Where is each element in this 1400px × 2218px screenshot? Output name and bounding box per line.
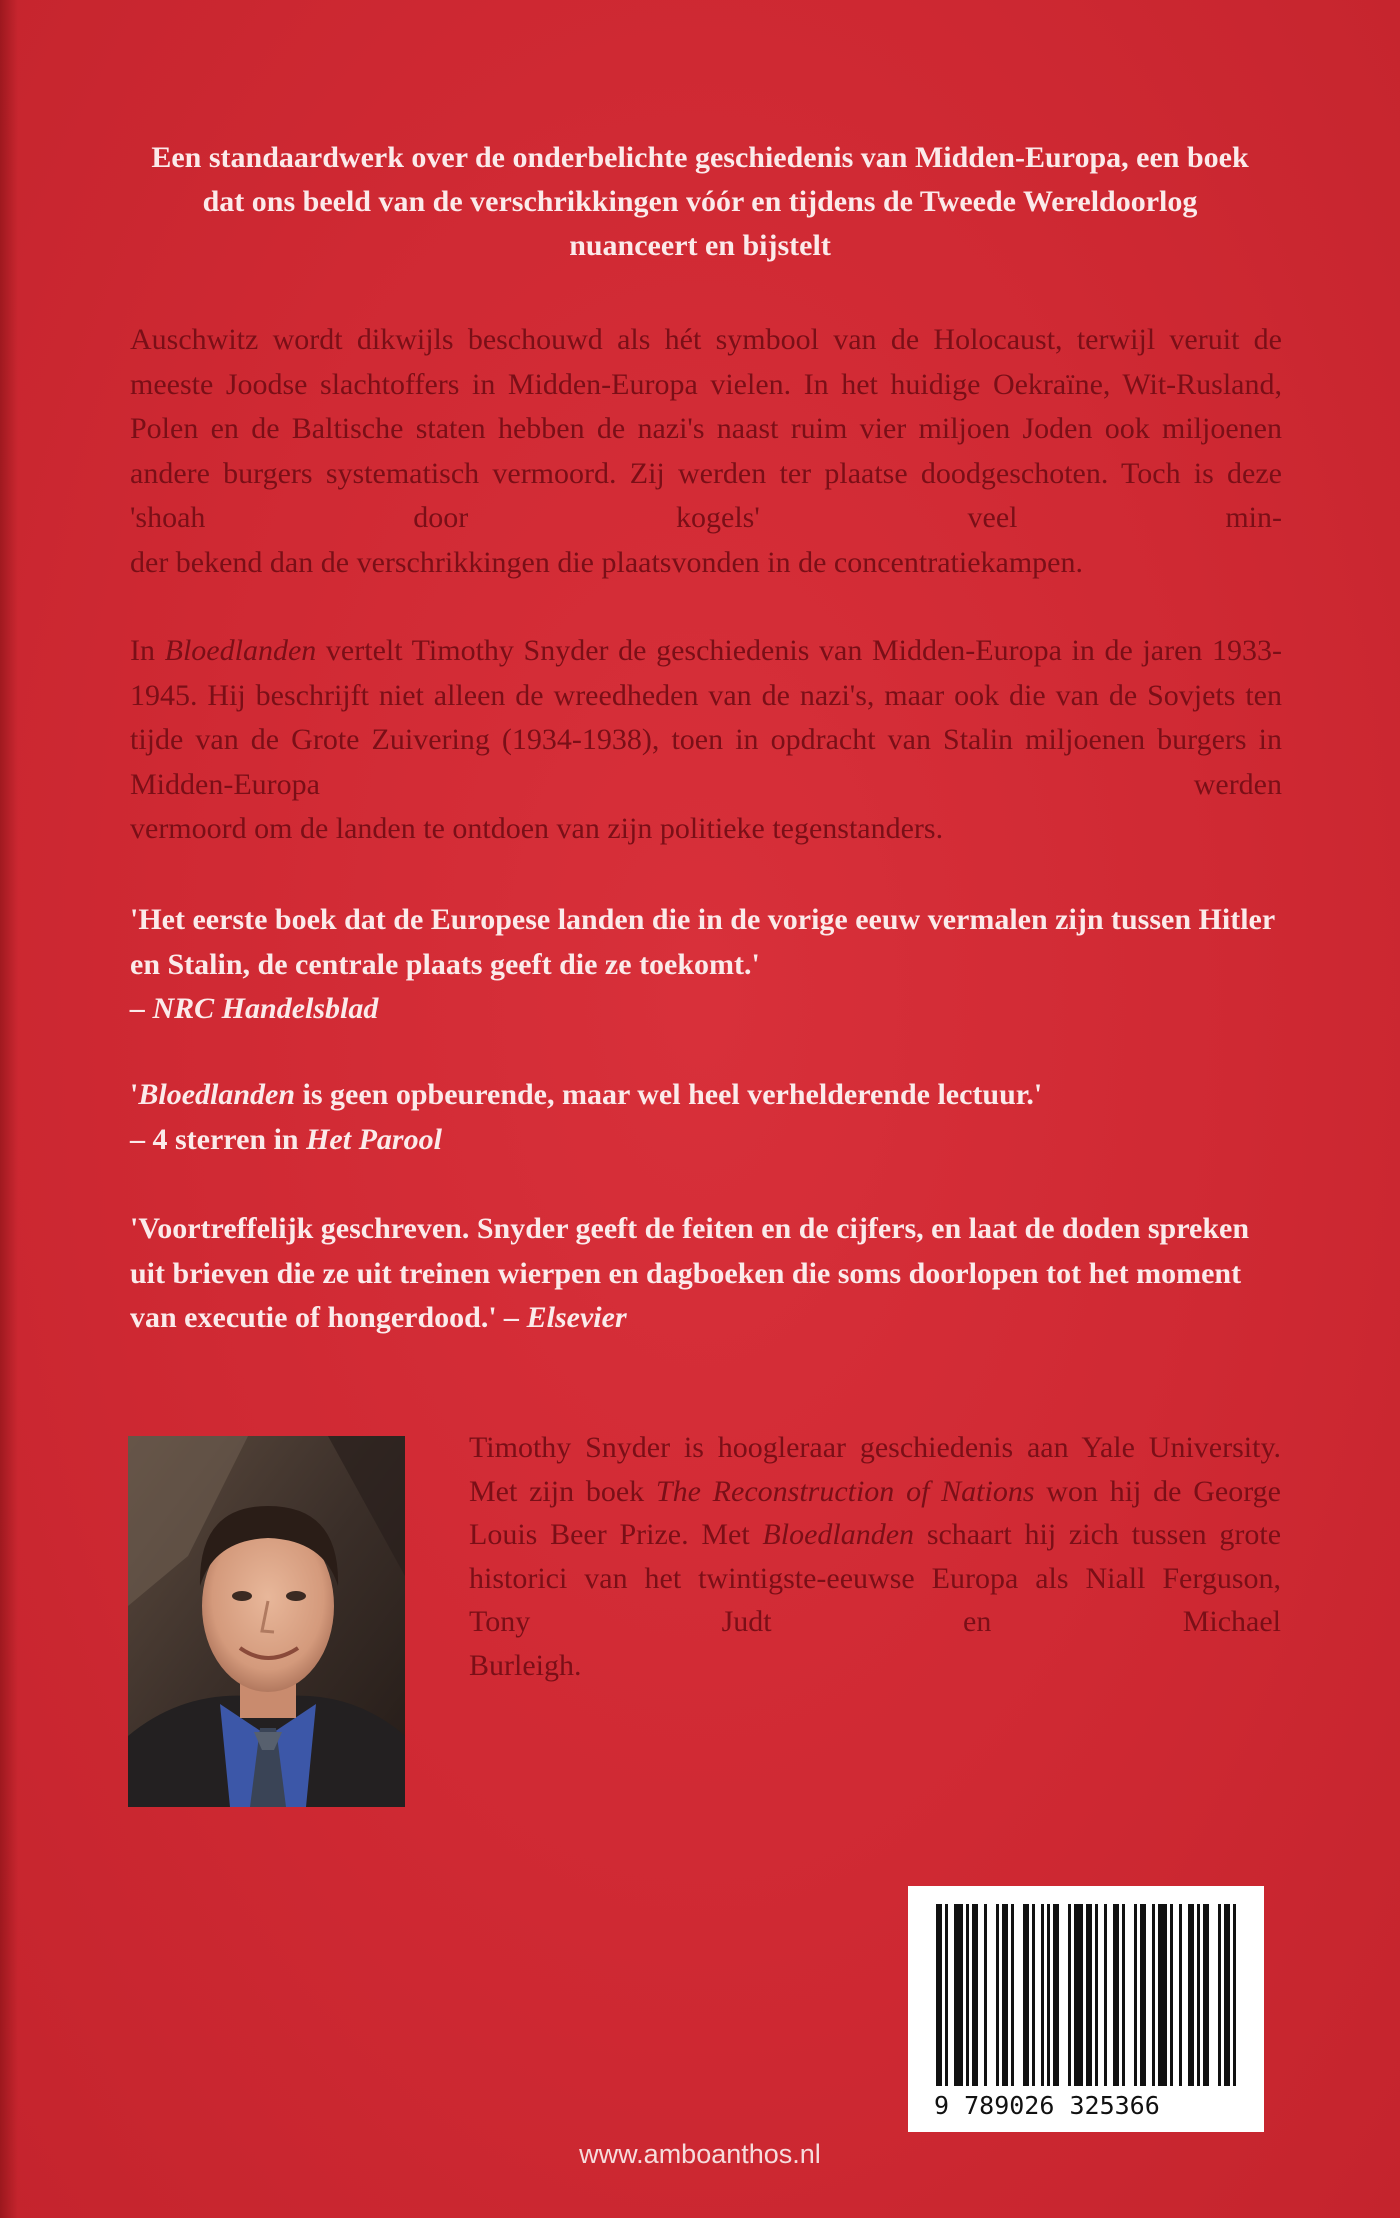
barcode-bar	[1170, 1904, 1173, 2086]
author-bio-book-2: Bloedlanden	[762, 1518, 915, 1551]
barcode-graphic	[908, 1886, 1264, 2132]
review-quote-parool-source-prefix: – 4 sterren in	[130, 1122, 307, 1156]
review-quote-nrc-source: – NRC Handelsblad	[130, 992, 379, 1025]
barcode-bar	[1011, 1904, 1014, 2086]
review-quote-parool-open: '	[130, 1078, 139, 1111]
spine-shadow	[0, 0, 18, 2218]
author-bio-text-3: schaart hij zich tussen grote historici van het twintigste-eeuwse Europa als Niall Ferguson, Tony Judt en Michael	[469, 1518, 1282, 1638]
barcode-bar	[1086, 1904, 1092, 2086]
barcode-bar	[984, 1904, 987, 2086]
barcode-bar	[1041, 1904, 1044, 2086]
author-bio-text-1: Timothy Snyder is hoogleraar geschiedenis aan Yale University. Met zijn boek	[469, 1431, 1281, 1508]
publisher-website: www.amboanthos.nl	[579, 2139, 821, 2169]
photo-credit-mark	[406, 1650, 418, 1800]
barcode-bar	[1068, 1904, 1071, 2086]
barcode-bar	[1053, 1904, 1059, 2086]
barcode-bar	[966, 1904, 969, 2086]
author-bio-text-2: won hij de George Louis Beer Prize. Met	[469, 1474, 1281, 1551]
author-photo	[128, 1436, 405, 1807]
description-paragraph-2-last-line: vermoord om de landen te ontdoen van zijn politieke tegenstanders.	[130, 812, 944, 845]
barcode-bar	[1032, 1904, 1035, 2086]
barcode-bar	[1158, 1904, 1167, 2086]
barcode-bar	[1134, 1904, 1137, 2086]
review-quote-parool-source-line	[130, 1118, 1282, 1163]
barcode-bar	[996, 1904, 999, 2086]
intro-blurb: Een standaardwerk over de onderbelichte geschiedenis van Midden-Europa, een boek dat ons beeld van de verschrikkingen vóór en tijdens de Tweede Wereldoorlog nuanceert en bijstelt	[151, 141, 1249, 262]
review-quote-parool	[130, 1073, 1282, 1162]
barcode-bar	[1197, 1904, 1200, 2086]
review-quote-nrc	[130, 898, 1282, 1032]
barcode-bar	[1152, 1904, 1155, 2086]
barcode-digits: 9 789026 325366	[934, 2091, 1160, 2120]
barcode-bar	[972, 1904, 978, 2086]
review-quote-parool-source: Het Parool	[306, 1122, 442, 1156]
book-title-bloedlanden: Bloedlanden	[164, 634, 317, 667]
barcode-bar	[1140, 1904, 1146, 2086]
barcode-bar	[1218, 1904, 1221, 2086]
description-paragraph-1	[130, 318, 1282, 585]
barcode-bar	[945, 1904, 948, 2086]
review-quote-nrc-text: 'Het eerste boek dat de Europese landen die in de vorige eeuw vermalen zijn tussen Hitler en Stalin, de centrale plaats geeft die ze toekomt.'	[130, 903, 1275, 981]
barcode-bar	[1122, 1904, 1125, 2086]
barcode-bar	[1074, 1904, 1083, 2086]
barcode-bar	[1113, 1904, 1119, 2086]
barcode-bar	[1023, 1904, 1029, 2086]
isbn-barcode	[908, 1886, 1264, 2132]
review-quote-parool-title: Bloedlanden	[138, 1078, 296, 1111]
author-bio	[469, 1426, 1281, 1687]
review-quote-parool-text	[130, 1073, 1282, 1118]
barcode-bar	[1104, 1904, 1107, 2086]
barcode-bar	[1047, 1904, 1050, 2086]
author-portrait-image	[128, 1436, 405, 1807]
description-paragraph-2-text: vertelt Timothy Snyder de geschiedenis van Midden-Europa in de jaren 1933-1945. Hij beschrijft niet alleen de wreedheden van de nazi's, maar ook die van de Sovjets ten tijde van de Grote Zuivering (1934-1938), toen in opdracht van Stalin miljoenen burgers in Midden-Europa werden	[130, 634, 1283, 801]
author-bio-book-1: The Reconstruction of Nations	[655, 1474, 1035, 1508]
barcode-bar	[1233, 1904, 1236, 2086]
review-quote-parool-body: is geen opbeurende, maar wel heel verhelderende lectuur.'	[295, 1078, 1043, 1111]
author-bio-last-line: Burleigh.	[469, 1648, 582, 1682]
barcode-bars	[936, 1904, 1236, 2086]
barcode-bar	[1179, 1904, 1182, 2086]
description-paragraph-2-in: In	[130, 634, 155, 667]
barcode-bar	[1224, 1904, 1230, 2086]
barcode-bar	[1002, 1904, 1008, 2086]
barcode-bar	[936, 1904, 942, 2086]
barcode-bar	[954, 1904, 963, 2086]
barcode-bar	[1203, 1904, 1209, 2086]
review-quote-elsevier-text: 'Voortreffelijk geschreven. Snyder geeft de feiten en de cijfers, en laat de doden spreken uit brieven die ze uit treinen wierpen en dagboeken die soms doorlopen tot het moment van executie of hongerdood.'	[130, 1212, 1250, 1334]
review-quote-elsevier-source: – Elsevier	[504, 1301, 627, 1334]
barcode-bar	[1188, 1904, 1194, 2086]
description-paragraph-1-last-line: der bekend dan de verschrikkingen die plaatsvonden in de concentratiekampen.	[130, 545, 1083, 579]
review-quote-elsevier	[130, 1207, 1282, 1341]
description-paragraph-1-text: Auschwitz wordt dikwijls beschouwd als hét symbool van de Holocaust, terwijl veruit de meeste Joodse slachtoffers in Midden-Europa vielen. In het huidige Oekraïne, Wit-Rusland, Polen en de Baltische staten hebben de nazi's naast ruim vier miljoen Joden ook miljoenen andere burgers systematisch vermoord. Zij werden ter plaatse doodgeschoten. Toch is deze 'shoah door kogels' veel min-	[130, 323, 1282, 534]
barcode-bar	[1095, 1904, 1098, 2086]
description-paragraph-2	[130, 629, 1282, 852]
